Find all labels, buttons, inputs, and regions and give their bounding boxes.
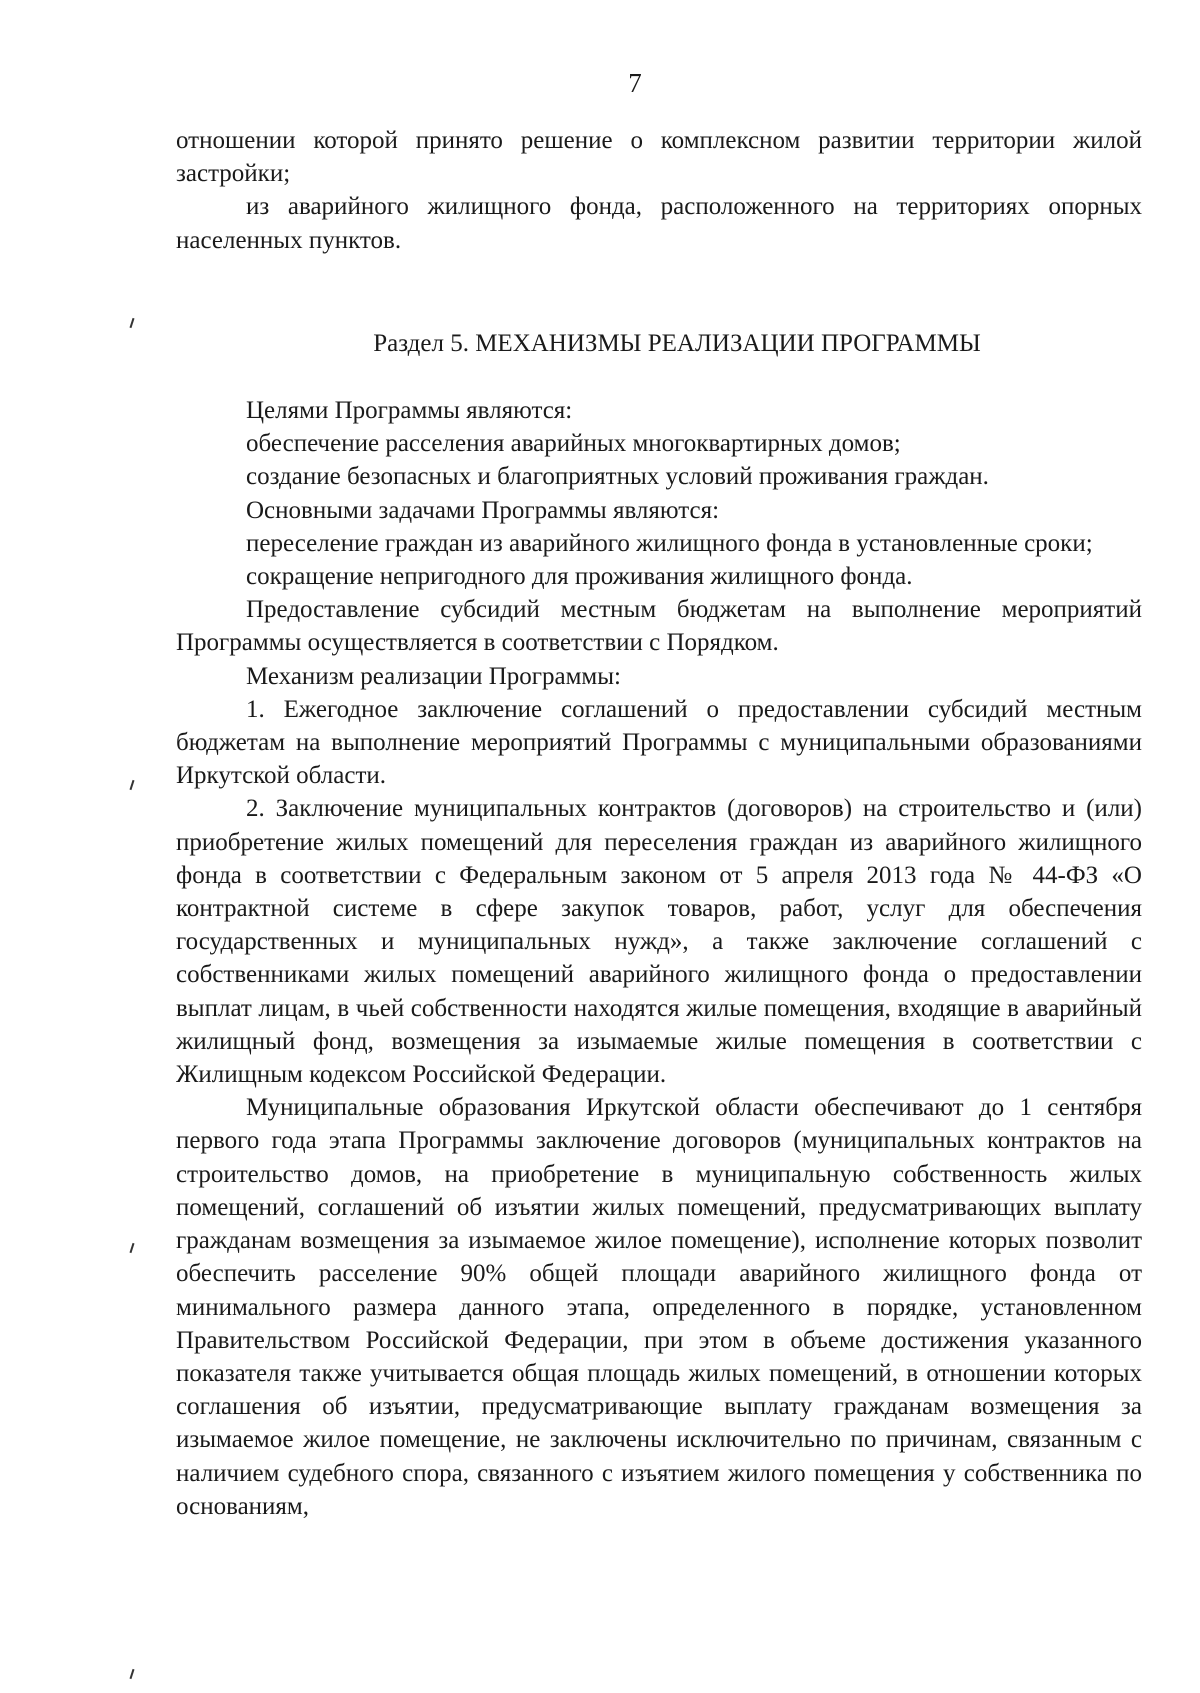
scan-mark: [130, 318, 135, 328]
scan-mark: [130, 1669, 135, 1679]
paragraph: Механизм реализации Программы:: [246, 662, 621, 690]
paragraph: отношении которой принято решение о комплексном развитии территории жилой застройки;: [176, 127, 1142, 188]
paragraph: Основными задачами Программы являются:: [246, 496, 720, 524]
scan-mark: [130, 1243, 135, 1253]
document-body: [176, 124, 1142, 1523]
section-heading: Раздел 5. МЕХАНИЗМЫ РЕАЛИЗАЦИИ ПРОГРАММЫ: [373, 329, 981, 357]
paragraph: Муниципальные образования Иркутской области обеспечивают до 1 сентября первого года этапа Программы заключение договоров (муниципальных контрактов на строительство домов, на приобретение в муниципальную собственность жилых помещений, соглашений об изъятии жилых помещений, предусматривающих выплату гражданам возмещения за изымаемое жилое помещение), исполнение которых позволит обеспечить расселение 90% общей площади аварийного жилищного фонда от минимального размера данного этапа, определенного в порядке, установленном Правительством Российской Федерации, при этом в объеме достижения указанного показателя также учитывается общая площадь жилых помещений, в отношении которых соглашения об изъятии, предусматривающие выплату гражданам возмещения за изымаемое жилое помещение, не заключены исключительно по причинам, связанным с наличием судебного спора, связанного с изъятием жилого помещения у собственника по основаниям,: [176, 1094, 1142, 1520]
page-number: 7: [628, 68, 642, 98]
paragraph: из аварийного жилищного фонда, расположенного на территориях опорных населенных пунктов.: [176, 193, 1142, 254]
paragraph: создание безопасных и благоприятных условий проживания граждан.: [246, 463, 989, 491]
paragraph: Предоставление субсидий местным бюджетам на выполнение мероприятий Программы осуществляется в соответствии с Порядком.: [176, 596, 1142, 657]
paragraph: переселение граждан из аварийного жилищного фонда в установленные сроки;: [246, 529, 1093, 557]
paragraph: Целями Программы являются:: [246, 397, 573, 425]
scan-mark: [130, 780, 135, 790]
paragraph: сокращение непригодного для проживания жилищного фонда.: [246, 563, 913, 591]
paragraph: обеспечение расселения аварийных многоквартирных домов;: [246, 430, 901, 458]
paragraph: 1. Ежегодное заключение соглашений о предоставлении субсидий местным бюджетам на выполнение мероприятий Программы с муниципальными образованиями Иркутской области.: [176, 695, 1142, 790]
paragraph: 2. Заключение муниципальных контрактов (договоров) на строительство и (или) приобретение жилых помещений для переселения граждан из аварийного жилищного фонда в соответствии с Федеральным законом от 5 апреля 2013 года № 44-ФЗ «О контрактной системе в сфере закупок товаров, работ, услуг для обеспечения государственных и муниципальных нужд», а также заключение соглашений с собственниками жилых помещений аварийного жилищного фонда о предоставлении выплат лицам, в чьей собственности находятся жилые помещения, входящие в аварийный жилищный фонд, возмещения за изымаемые жилые помещения в соответствии с Жилищным кодексом Российской Федерации.: [176, 795, 1142, 1089]
